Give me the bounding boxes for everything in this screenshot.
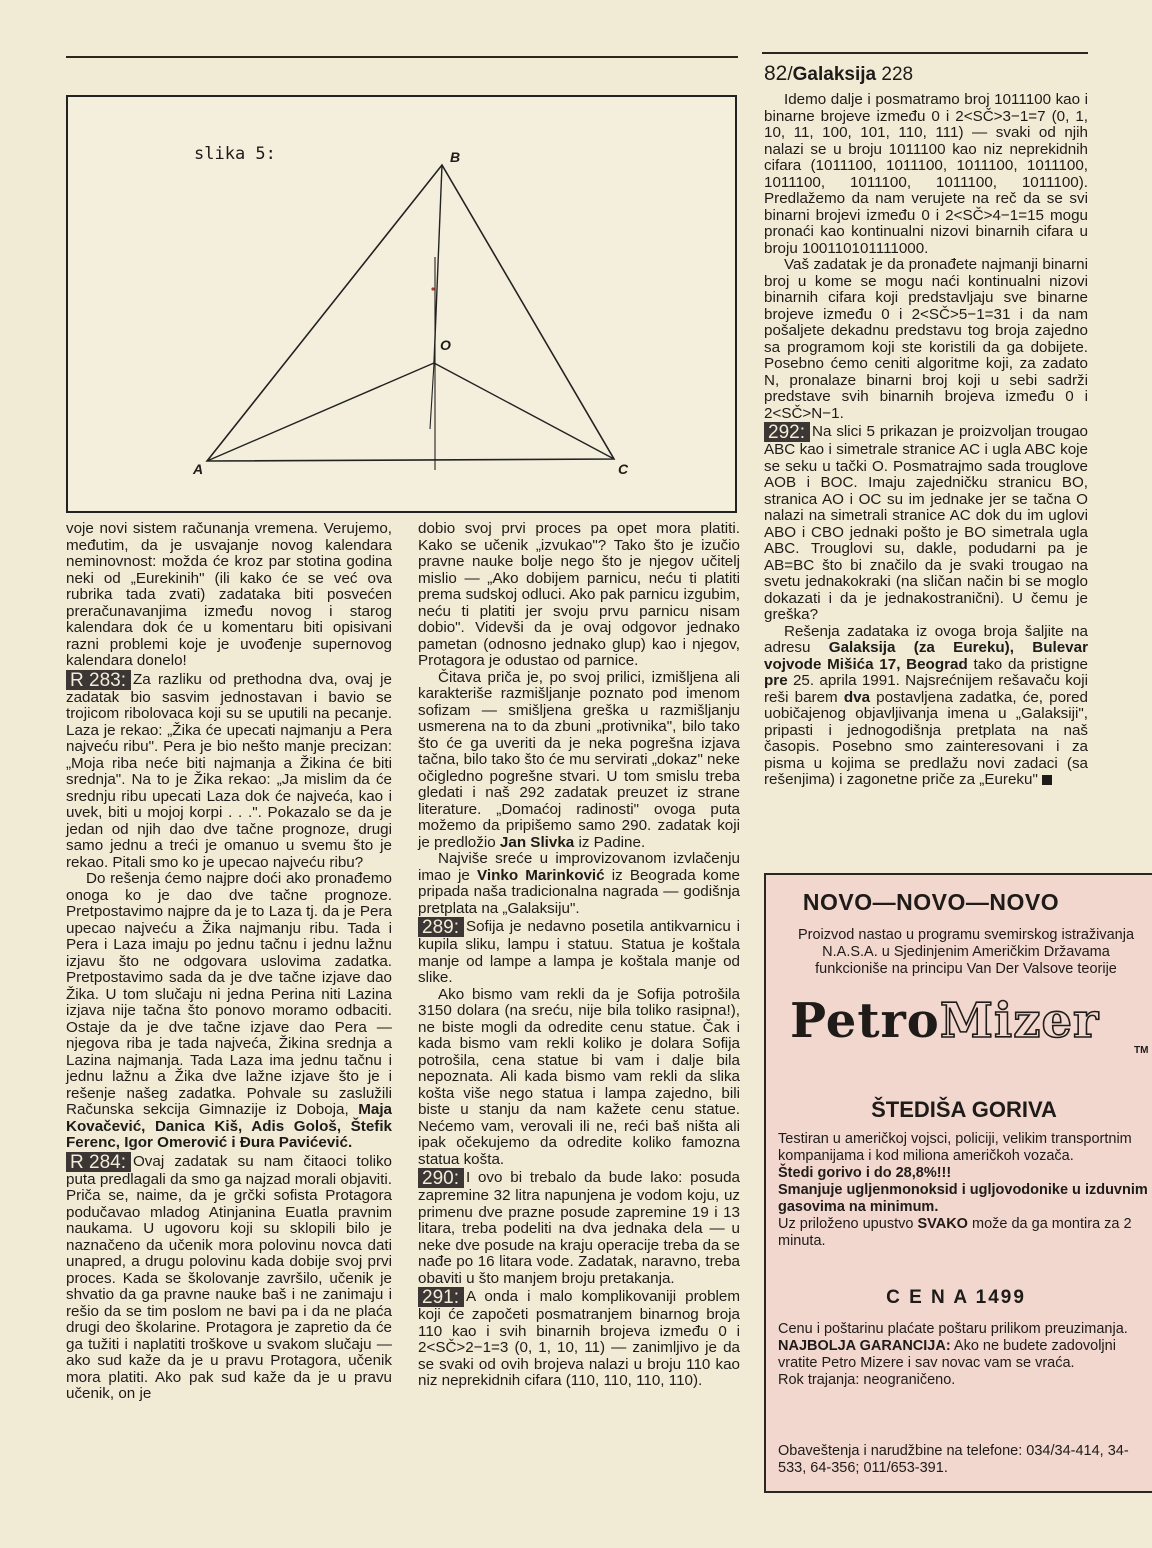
winner-name: Vinko Marinković: [477, 866, 605, 884]
ad-bold-text: SVAKO: [917, 1216, 968, 1232]
problem-tag-291: 291:: [418, 1287, 464, 1307]
segment-co: [434, 363, 614, 459]
logo-text-mizer: Mizer: [939, 993, 1100, 1049]
count-dva: dva: [843, 688, 871, 706]
ad-bold-text: NAJBOLJA GARANCIJA:: [778, 1338, 951, 1354]
problem-tag-292: 292:: [764, 422, 810, 442]
solution-tag-284: R 284:: [66, 1152, 131, 1172]
ad-contact: Obaveštenja i narudžbine na telefone: 034/34-414, 34-533, 64-356; 011/653-391.: [778, 1443, 1129, 1476]
figure-triangle: [66, 95, 737, 513]
end-square-icon: [1042, 775, 1052, 785]
paragraph: [418, 670, 740, 852]
red-mark: [431, 287, 434, 290]
ad-line: Testiran u američkoj vojsci, policiji, velikim transportnim kompanijama i kod miliona američkoh vozača.: [778, 1131, 1132, 1164]
deadline-pre: pre: [764, 672, 788, 689]
logo-text-petro: Petro: [790, 993, 940, 1049]
ad-intro: Proizvod nastao u programu svemirskog istraživanja N.A.S.A. u Sjedinjenim Američkim Državama funkcioniše na principu Van Der Valsove teorije: [797, 927, 1135, 977]
trademark-mark: TM: [1134, 1045, 1149, 1056]
paragraph-text: iz Beograda kome pripada naša tradicionalna nagrada — godišnja pretplata na „Galaksiju".: [418, 866, 740, 917]
vertex-label-a: A: [193, 461, 204, 477]
paragraph: Vaš zadatak je da pronađete najmanji binarni broj u kome se mogu naći kontinualni nizovi binarnih cifara koji predstavljaju sve binarne brojeve između 0 i 2<SČ>5−1=31 i da nam pošaljete dekadnu predstavu tog broja zajedno sa programom koji ste koristili da ga dobijete. Posebno ćemo ceniti algoritme koji, za zadato N, pronalaze binarni broj koji u sebi sadrži predstave svih binarnih brojeva između 0 i 2<SČ>N−1.: [764, 256, 1088, 422]
triangle-diagram: [68, 97, 735, 511]
solution-283-text: Za razliku od prethodna dva, ovaj je zadatak bio sasvim jednostavan i bavio se trojicom ribolovaca koji su se uputili na pecanje. Laza je rekao: „Žika će upecati najmanju a Pera najveću ribu". Pera je bio nešto manje precizan: „Moja riba neće biti najmanja a Žikina će biti srednja". Na to je Žika rekao: „Ja mislim da će srednju ribu upecati Laza dok će najveća, kao i uvek, biti u mojoj korpi . . .". Pokazalo se da je jedan od njih dao dve tačne prognoze, drugi samo jednu a treći je omanuo u svemu što je rekao. Pitali smo ko je upecao najveću ribu?: [66, 670, 392, 871]
paragraph-text: Rešenja zadataka iz ovoga broja šaljite na adresu: [764, 622, 1088, 656]
paragraph-text: iz Padine.: [578, 833, 646, 851]
vertex-label-c: C: [618, 461, 629, 477]
column-2: [418, 521, 740, 1390]
column-3: [764, 92, 1088, 789]
problem-292-text: Na slici 5 prikazan je proizvoljan trougao ABC kao i simetrale stranice AC i ugla ABC koje se seku u tački O. Posmatrajmo sada trouglove AOB i BOC. Imaju zajedničku stranicu BO, stranica AO i OC su im jednake jer se tačna O nalazi na simetrali stranice AC dok du im uglovi ABO i CBO jednaki pošto je BO simetrala ugla ABC. Trouglovi su, dakle, podudarni pa je AB=BC što bi značilo da je svaki trougao na svetu jednakokraki (na sličan način bi se moglo dokazati i da je jednakostranični). U čemu je greška?: [764, 423, 1088, 623]
paragraph: dobio svoj prvi proces pa opet mora platiti. Kako se učenik „izvukao"? Tako što je izučio pravne nauke bolje nego što je njegov učitelj mislio — „Ako dobijem parnicu, neću ti platiti prema sudskoj odluci. Ako pak parnicu izgubim, neću ti platiti jer svoju prvu parnicu nisam dobio". Videvši da je ovaj odgovor jednako pametan (odnosno jednako glup) kao i njegov, Protagora je odustao od parnice.: [418, 520, 740, 669]
problem-292: [764, 422, 1088, 624]
top-rule-left: [66, 56, 738, 58]
ad-text: Uz priloženo upustvo: [778, 1216, 914, 1232]
ad-line: [778, 1216, 1148, 1250]
paragraph: [418, 851, 740, 917]
paragraph-text: Najviše sreće u improvizovanom izvlačenju imao je: [418, 850, 740, 884]
ad-text: može da ga montira za 2 minuta.: [778, 1216, 1132, 1249]
paragraph-text: 25. aprila 1991. Najsrećnijem rešavaču koji reši barem: [764, 672, 1088, 706]
vertex-label-b: B: [450, 149, 461, 165]
ad-title: NOVO—NOVO—NOVO: [802, 889, 1060, 915]
ad-conditions: [778, 1321, 1148, 1389]
submission-info: [764, 624, 1088, 789]
problem-290-text: I ovo bi trebalo da bude lako: posuda zapremine 32 litra napunjena je vodom koju, uz primenu dve prazne posude zapremine 19 i 13 litara, treba podeliti na dva jednaka dela — u neke dve posude na kraju operacije treba da se nađe po 16 litara vode. Zadatak, naravno, treba obaviti u što manjem broju pretakanja.: [418, 1169, 740, 1287]
problem-289-text: Sofija je nedavno posetila antikvarnicu i kupila sliku, lampu i statuu. Statua je koštala manje od lampe a lampa je koštala manje od slike.: [418, 918, 740, 986]
top-rule-right: [762, 52, 1088, 54]
ad-text: Ako ne budete zadovoljni vratite Petro Mizere i sav novac vam se vraća.: [778, 1338, 1116, 1371]
problem-tag-289: 289:: [418, 917, 464, 937]
ad-line: [778, 1338, 1148, 1372]
problem-291: [418, 1287, 740, 1390]
paragraph-text: postavljena zadatka, će, pored uobičajenog objavljivanja imena u „Galaksiji", pripasti i jednogodišnja pretplata na naš časopis. Posebno smo zainteresovani i za pisma u kojima se predlažu novi zadaci (sa rešenjima) i zagonetne priče za „Eureku": [764, 688, 1088, 788]
paragraph: Idemo dalje i posmatramo broj 1011100 kao i binarne brojeve između 0 i 2<SČ>3−1=7 (0, 1, 10, 11, 100, 101, 110, 111) — svaki od njih nalazi se u broju 1011100 kao niz neprekidnih cifara (1011100, 1011100, 1011100, 1011100, 1011100, 1011100, 1011100, 1011100). Predlažemo da nam verujete na reč da se svi binarni brojevi između 0 i 2<SČ>4−1=15 mogu pronaći kao kontinualni nizovi binarnih cifara u broju 100110101111000.: [764, 91, 1088, 257]
solution-tag-283: R 283:: [66, 670, 131, 690]
paragraph: voje novi sistem računanja vremena. Verujemo, međutim, da je usvajanje novog kalendara neminovnost: možda će kroz par stotina godina neki od „Eurekinih" (ili kako će se već ova rubrika tada zvati) zadataka biti posvećen preračunavanjima između novog i starog kalendara dok će u komentaru biti opisivani razni problemi koje je uvođenje supernovog kalendara donelo!: [66, 520, 392, 669]
magazine-name: Galaksija: [792, 64, 877, 85]
petromizer-advertisement: [764, 873, 1152, 1493]
ad-price: C E N A 1499: [886, 1287, 1026, 1308]
paragraph-text: Do rešenja ćemo najpre doći ako pronađemo onoga ko je dao dve tačne prognoze. Pretpostavimo najpre da je to Laza tj. da je Pera upecao najveću a Žika najmanju ribu. Tada i Pera i Laza imaju po jednu tačnu i jednu lažnu izjavu što ne odgovara uslovima zadatka. Pretpostavimo sada da je dve tačne izjave dao Žika. U tom slučaju ni jedna Perina niti Lazina izjava nije tačna što ponovo moramo odbaciti. Ostaje da je dve tačne izjave dao Pera — njegova riba je tada najveća, Žikina srednja a Lazina najmanja. Tada Laza ima jednu tačnu i jednu lažnu a Žika dve lažne izjave što je i rešenje našeg zadatka. Pohvale su zaslužili Računska sekcija Gimnazije iz Doboja,: [66, 870, 392, 1118]
page-number: 82: [764, 62, 788, 85]
solution-284-text: Ovaj zadatak su nam čitaoci toliko puta predlagali da smo ga najzad morali objaviti. Priča se, naime, da je grčki sofista Protagora podučavao mladog Atinjanina Euatla pravnim naukama. U ugovoru koji su sklopili bilo je naznačeno da učenik mora polovinu novca dati unapred, a drugu polovinu kada dobije svoj prvi proces. Kada se školovanje završilo, učenik je shvatio da ga pravne nauke baš i ne zanimaju i rešio da se tim poslom ne bavi pa i da ne plaća drugi deo školarine. Protagora je zapretio da će ga tužiti i naplatiti troškove u svakom slučaju — ako sud kaže da je u pravu Protagora, učenik mora platiti. Ako pak sud kaže da je u pravu učenik, on je: [66, 1152, 392, 1402]
problem-tag-290: 290:: [418, 1168, 464, 1188]
praised-names: Maja Kovačević, Danica Kiš, Adis Gološ, Štefik Ferenc, Igor Omerović i Đura Pavićević.: [66, 1101, 392, 1151]
author-name: Jan Slivka: [499, 833, 575, 851]
problem-291-text: A onda i malo komplikovaniji problem koji će započeti posmatranjem binarnog broja 110 kao i svih binarnih brojeva između 0 i 2<SČ>2−1=3 (0, 1, 10, 11) — zanimljivo je da se svaki od ovih brojeva nalazi u broju 110 kao niz neprekidnih cifara (110, 110, 110, 110).: [418, 1288, 740, 1389]
problem-290: [418, 1168, 740, 1287]
issue-number: 228: [881, 64, 914, 85]
ad-line: Cenu i poštarinu plaćate poštaru prilikom preuzimanja.: [778, 1321, 1128, 1337]
ad-subtitle: ŠTEDIŠA GORIVA: [871, 1097, 1057, 1122]
segment-ao: [207, 363, 434, 461]
ad-line: Smanjuje ugljenmonoksid i ugljovodonike u izduvnim gasovima na minimum.: [778, 1182, 1148, 1215]
solution-283: [66, 670, 392, 872]
column-1: [66, 521, 392, 1403]
page-header: 82/Galaksija 228: [764, 62, 914, 85]
mailing-address: Galaksija (za Eureku), Bulevar vojvode Mišića 17, Beograd: [764, 639, 1088, 673]
figure-title: slika 5:: [194, 144, 276, 164]
paragraph-text: Čitava priča je, po svoj prilici, izmišljena ali karakteriše razmišljanje poznato pod imenom sofizam — smišljena greška u razmišljanju usmerena na to da zbuni „protivnika", bilo tako što će ga uveriti da je neka pogrešna izjava tačna, bilo tako što će mu servirati „dokaz" neke očigledno pogrešne stvari. U tom smislu treba gledati i naš 292 zadatak preuzet iz strane literature. „Domaćoj radinosti" ovoga puta možemo da pripišemo samo 290. zadatak koji je predložio: [418, 668, 740, 851]
ad-line: Štedi gorivo i do 28,8%!!!: [778, 1165, 952, 1181]
triangle-abc: [207, 165, 614, 461]
solution-284: [66, 1152, 392, 1403]
problem-289: [418, 917, 740, 987]
paragraph-text: tako da pristigne: [973, 655, 1088, 673]
ad-body: [778, 1131, 1148, 1250]
angle-bisector-line: [430, 363, 434, 429]
paragraph: Ako bismo vam rekli da je Sofija potrošila 3150 dolara (na sreću, nije bila toliko rasipna!), ne biste mogli da odredite cenu statue. Čak i kada bismo vam rekli koliko je dolara Sofija potrošila, cena statue bi vam i dalje bila nepoznata. Ali kada bismo vam rekli da slika košta više nego statua i lampa zajedno, bili biste u stanju da nam kažete cenu statue. Nećemo vam, verovali ili ne, reći baš ništa ali ipak očekujemo da odredite koliko famozna statua košta.: [418, 985, 740, 1168]
ad-line: Rok trajanja: neograničeno.: [778, 1372, 956, 1388]
paragraph: [66, 871, 392, 1152]
brand-logo: [790, 993, 1099, 1049]
vertex-label-o: O: [440, 337, 451, 353]
